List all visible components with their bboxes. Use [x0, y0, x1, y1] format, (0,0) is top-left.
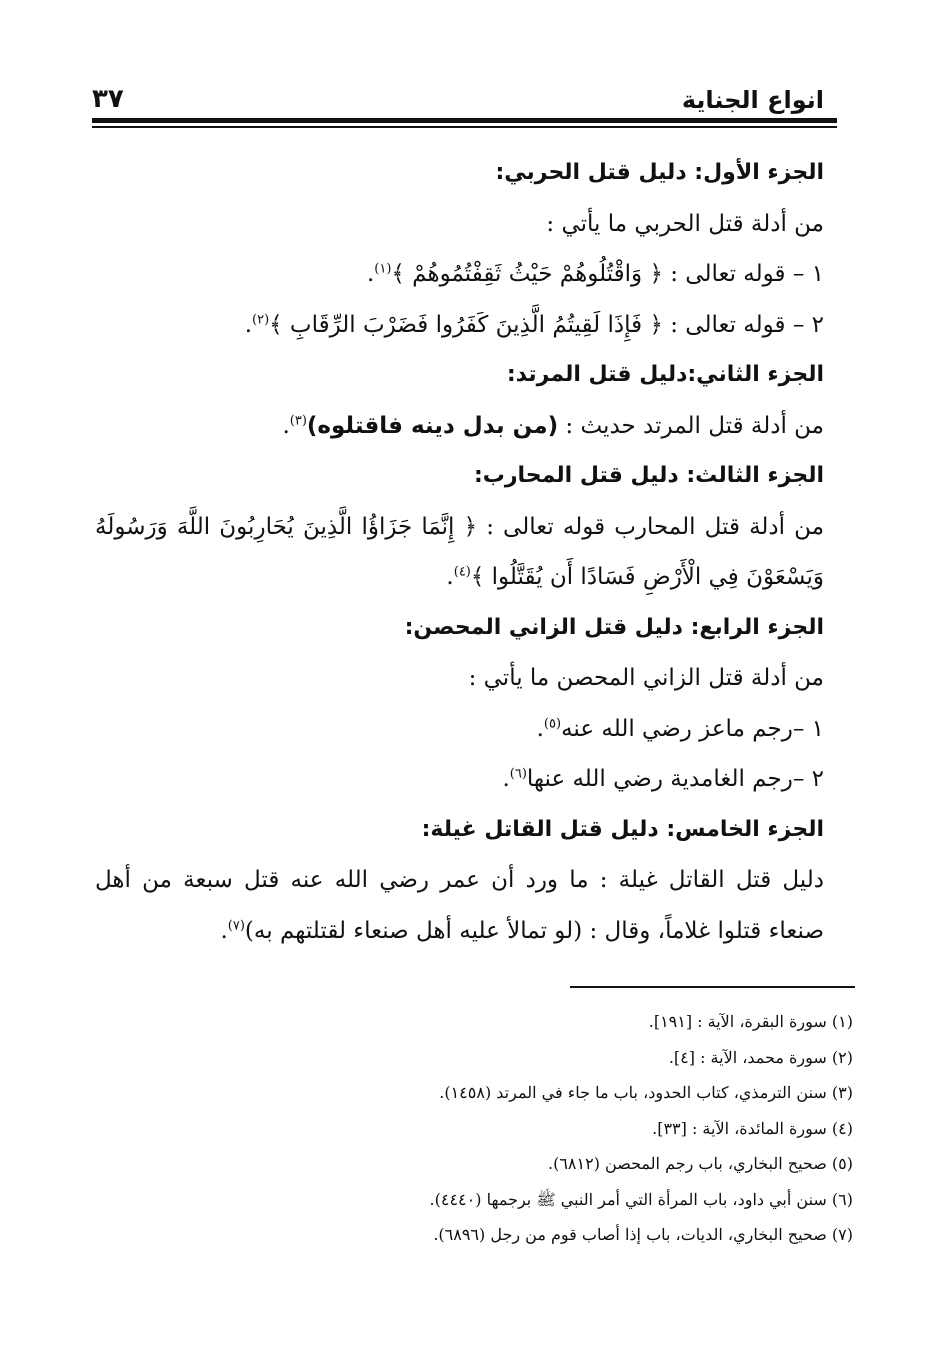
footnote-4: (٤) سورة المائدة، الآية : [٣٣].: [652, 1118, 853, 1138]
section-1-intro: من أدلة قتل الحربي ما يأتي :: [546, 210, 824, 237]
section-4-intro: من أدلة قتل الزاني المحصن ما يأتي :: [468, 665, 824, 691]
main-text: [95, 148, 824, 956]
section-5-heading: الجزء الخامس: دليل قتل القاتل غيلة:: [421, 816, 824, 842]
section-3-heading: الجزء الثالث: دليل قتل المحارب:: [473, 463, 824, 488]
footnote-ref: (٤): [453, 564, 471, 580]
footnote-ref: (٣): [289, 412, 307, 428]
footnotes: [200, 1004, 853, 1253]
footnote-6: (٦) سنن أبي داود، باب المرأة التي أمر النبي ﷺ برجمها (٤٤٤٠).: [429, 1189, 853, 1209]
header-rule-thin: [92, 126, 837, 128]
hadith-quote: (من بدل دينه فاقتلوه): [306, 412, 559, 439]
section-1-item-1: ١ – قوله تعالى : ﴿ وَاقْتُلُوهُمْ حَيْثُ ثَقِفْتُمُوهُمْ ﴾$^{(١)}$.: [366, 261, 824, 287]
quran-quote: ﴿ فَإِذَا لَقِيتُمُ الَّذِينَ كَفَرُوا فَضَرْبَ الرِّقَابِ ﴾: [269, 311, 663, 338]
footnote-ref: (٥): [543, 715, 562, 731]
section-1-heading: الجزء الأول: دليل قتل الحربي:: [495, 160, 824, 185]
footnote-7: (٧) صحيح البخاري، الديات، باب إذا أصاب قوم من رجل (٦٨٩٦).: [433, 1225, 853, 1244]
section-3-text: من أدلة قتل المحارب قوله تعالى : ﴿ إِنَّمَا جَزَاؤُا الَّذِينَ يُحَارِبُونَ اللَّهَ وَرَسُولَهُ وَيَسْعَوْنَ فِي الْأَرْضِ فَسَادًا أَن يُقَتَّلُوا ﴾$^{(٤)}$.: [95, 513, 825, 590]
section-2-text: من أدلة قتل المرتد حديث : (من بدل دينه فاقتلوه)$^{(٣)}$.: [282, 412, 824, 439]
section-2-heading: الجزء الثاني:دليل قتل المرتد:: [506, 362, 824, 387]
footnote-ref: (٦): [509, 766, 527, 782]
text-prefix: من أدلة قتل المحارب قوله تعالى :: [486, 513, 825, 540]
footnote-5: (٥) صحيح البخاري، باب رجم المحصن (٦٨١٢).: [548, 1154, 853, 1173]
header-rule-thick: [92, 118, 837, 123]
quran-quote: ﴿ إِنَّمَا جَزَاؤُا الَّذِينَ يُحَارِبُونَ اللَّهَ وَرَسُولَهُ وَيَسْعَوْنَ فِي الْأَرْضِ فَسَادًا أَن يُقَتَّلُوا ﴾: [95, 513, 824, 590]
item-text: ١ –رجم ماعز رضي الله عنه: [561, 715, 824, 742]
section-4-heading: الجزء الرابع: دليل قتل الزاني المحصن:: [404, 614, 824, 640]
item-prefix: ١ – قوله تعالى :: [670, 261, 824, 287]
quran-quote: ﴿ وَاقْتُلُوهُمْ حَيْثُ ثَقِفْتُمُوهُمْ ﴾: [391, 261, 663, 287]
footnote-ref: (١): [374, 261, 392, 277]
footnote-separator: [570, 986, 855, 988]
section-4-item-1: ١ –رجم ماعز رضي الله عنه$^{(٥)}$.: [536, 715, 824, 742]
body-text: دليل قتل القاتل غيلة : ما ورد أن عمر رضي الله عنه قتل سبعة من أهل صنعاء قتلوا غلاماً، وقال : (لو تمالأ عليه أهل صنعاء لقتلتهم به): [95, 867, 824, 944]
footnote-ref: (٧): [227, 917, 245, 933]
footnote-1: (١) سورة البقرة، الآية : [١٩١].: [648, 1012, 853, 1031]
section-4-item-2: ٢ –رجم الغامدية رضي الله عنها$^{(٦)}$.: [502, 766, 824, 792]
item-prefix: ٢ – قوله تعالى :: [670, 311, 824, 338]
item-text: ٢ –رجم الغامدية رضي الله عنها: [526, 766, 824, 792]
running-header-title: انواع الجناية: [681, 86, 824, 114]
section-5-text: دليل قتل القاتل غيلة : ما ورد أن عمر رضي الله عنه قتل سبعة من أهل صنعاء قتلوا غلاماً، وقال : (لو تمالأ عليه أهل صنعاء لقتلتهم به)$^{(٧)}$.: [95, 867, 824, 944]
text-prefix: من أدلة قتل المرتد حديث :: [565, 412, 824, 439]
section-1-item-2: ٢ – قوله تعالى : ﴿ فَإِذَا لَقِيتُمُ الَّذِينَ كَفَرُوا فَضَرْبَ الرِّقَابِ ﴾$^{(٢)}$.: [244, 311, 824, 338]
footnote-3: (٣) سنن الترمذي، كتاب الحدود، باب ما جاء في المرتد (١٤٥٨).: [439, 1083, 853, 1102]
page-number: ٣٧: [92, 84, 124, 114]
footnote-ref: (٢): [252, 311, 270, 327]
footnote-2: (٢) سورة محمد، الآية : [٤].: [668, 1047, 853, 1067]
